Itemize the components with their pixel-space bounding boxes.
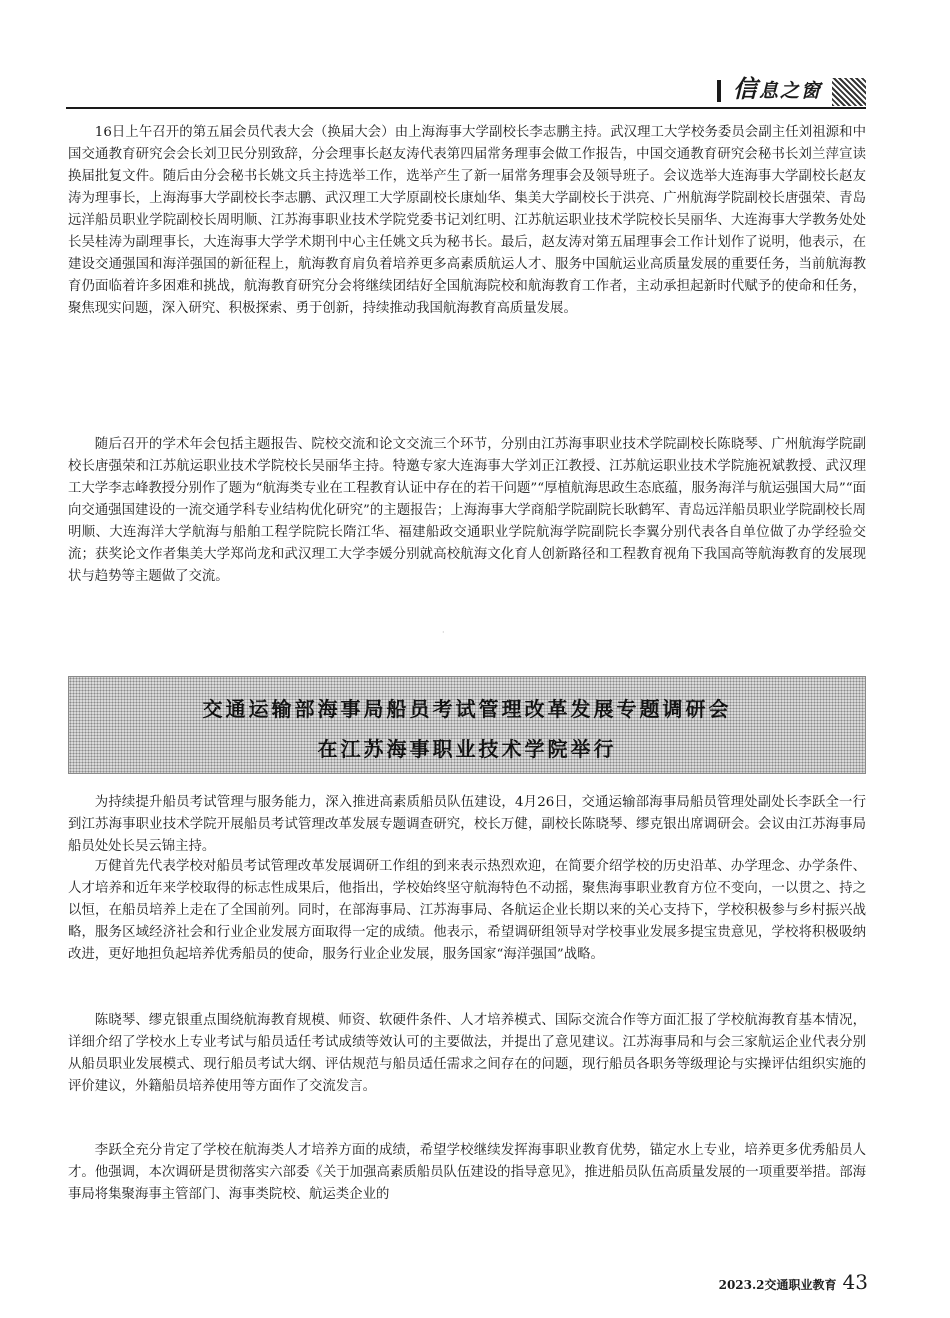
journal-issue: 2023.2交通职业教育 (718, 1278, 837, 1292)
page-number: 43 (842, 1270, 868, 1294)
header-rule (66, 107, 866, 109)
article2-title-box (68, 676, 866, 774)
section-title-first-char: 信 (732, 75, 759, 103)
article1-paragraph-2: 随后召开的学术年会包括主题报告、院校交流和论文交流三个环节，分别由江苏海事职业技术学院副校长陈晓琴、广州航海学院副校长唐强荣和江苏航运职业技术学院校长吴丽华主持。特邀专家大连海事大学刘正江教授、江苏航运职业技术学院施祝斌教授、武汉理工大学李志峰教授分别作了题为“航海类专业在工程教育认证中存在的若干问题”“厚植航海思政生态底蕴，服务海洋与航运强国大局”“面向交通强国建设的一流交通学科专业结构优化研究”的主题报告；上海海事大学商船学院副院长耿鹤军、青岛远洋船员职业学院副校长周明顺、大连海洋大学航海与船舶工程学院院长隋江华、福建船政交通职业学院航海学院副院长李翼分别代表各自单位做了办学经验交流；获奖论文作者集美大学郑尚龙和武汉理工大学李媛分别就高校航海文化育人创新路径和工程教育视角下我国高等航海教育的发展现状与趋势等主题做了交流。 (68, 437, 866, 584)
divider-dot: · (442, 628, 445, 637)
article2-paragraph-4: 李跃全充分肯定了学校在航海类人才培养方面的成绩，希望学校继续发挥海事职业教育优势，锚定水上专业，培养更多优秀船员人才。他强调，本次调研是贯彻落实六部委《关于加强高素质船员队伍建设的指导意见》，推进船员队伍高质量发展的一项重要举措。部海事局将集聚海事主管部门、海事类院校、航运类企业的 (68, 1143, 866, 1202)
article2-paragraph-1: 为持续提升船员考试管理与服务能力，深入推进高素质船员队伍建设，4月26日，交通运输部海事局船员管理处副处长李跃全一行到江苏海事职业技术学院开展船员考试管理改革发展专题调查研究，校长万健，副校长陈晓琴、缪克银出席调研会。会议由江苏海事局船员处处长吴云锦主持。 (68, 795, 866, 854)
header-bar-decoration (717, 80, 721, 102)
page-footer (719, 1270, 868, 1294)
article2-paragraph-2: 万健首先代表学校对船员考试管理改革发展调研工作组的到来表示热烈欢迎，在简要介绍学校的历史沿革、办学理念、办学条件、人才培养和近年来学校取得的标志性成果后，他指出，学校始终坚守航海特色不动摇，聚焦海事职业教育方位不变向，一以贯之、持之以恒，在船员培养上走在了全国前列。同时，在部海事局、江苏海事局、各航运企业长期以来的关心支持下，学校积极参与乡村振兴战略，服务区域经济社会和行业企业发展方面取得一定的成绩。他表示，希望调研组领导对学校事业发展多提宝贵意见，学校将积极吸纳改进，更好地担负起培养优秀船员的使命，服务行业企业发展，服务国家“海洋强国”战略。 (68, 859, 866, 962)
page-header (66, 74, 866, 108)
section-title-rest: 息之窗 (758, 80, 822, 102)
section-title (733, 69, 822, 104)
header-pattern-decoration (832, 78, 866, 106)
article2-paragraph-3: 陈晓琴、缪克银重点围绕航海教育规模、师资、软硬件条件、人才培养模式、国际交流合作等方面汇报了学校航海教育基本情况，详细介绍了学校水上专业考试与船员适任考试成绩等效认可的主要做法，并提出了意见建议。江苏海事局和与会三家航运企业代表分别从船员职业发展模式、现行船员考试大纲、评估规范与船员适任需求之间存在的问题，现行船员各职务等级理论与实操评估组织实施的评价建议，外籍船员培养使用等方面作了交流发言。 (68, 1013, 866, 1094)
article2-title-line-1: 交通运输部海事局船员考试管理改革发展专题调研会 (202, 697, 732, 721)
article2-title-line-2: 在江苏海事职业技术学院举行 (317, 737, 617, 761)
section-label (717, 74, 866, 106)
article1-paragraph-1: 16日上午召开的第五届会员代表大会（换届大会）由上海海事大学副校长李志鹏主持。武汉理工大学校务委员会副主任刘祖源和中国交通教育研究会会长刘卫民分别致辞，分会理事长赵友涛代表第四届常务理事会做工作报告，中国交通教育研究会秘书长刘兰萍宣读换届批复文件。随后由分会秘书长姚文兵主持选举工作，选举产生了新一届常务理事会及领导班子。会议选举大连海事大学副校长赵友涛为理事长，上海海事大学副校长李志鹏、武汉理工大学原副校长康灿华、集美大学副校长于洪亮、广州航海学院副校长唐强荣、青岛远洋船员职业学院副校长周明顺、江苏海事职业技术学院党委书记刘红明、江苏航运职业技术学院校长吴丽华、大连海事大学教务处处长吴桂涛为副理事长，大连海事大学学术期刊中心主任姚文兵为秘书长。最后，赵友涛对第五届理事会工作计划作了说明，他表示，在建设交通强国和海洋强国的新征程上，航海教育肩负着培养更多高素质航运人才、服务中国航运业高质量发展的重要任务，当前航海教育仍面临着许多困难和挑战，航海教育研究分会将继续团结好全国航海院校和航海教育工作者，主动承担起新时代赋予的使命和任务，聚焦现实问题，深入研究、积极探索、勇于创新，持续推动我国航海教育高质量发展。 (68, 125, 866, 316)
